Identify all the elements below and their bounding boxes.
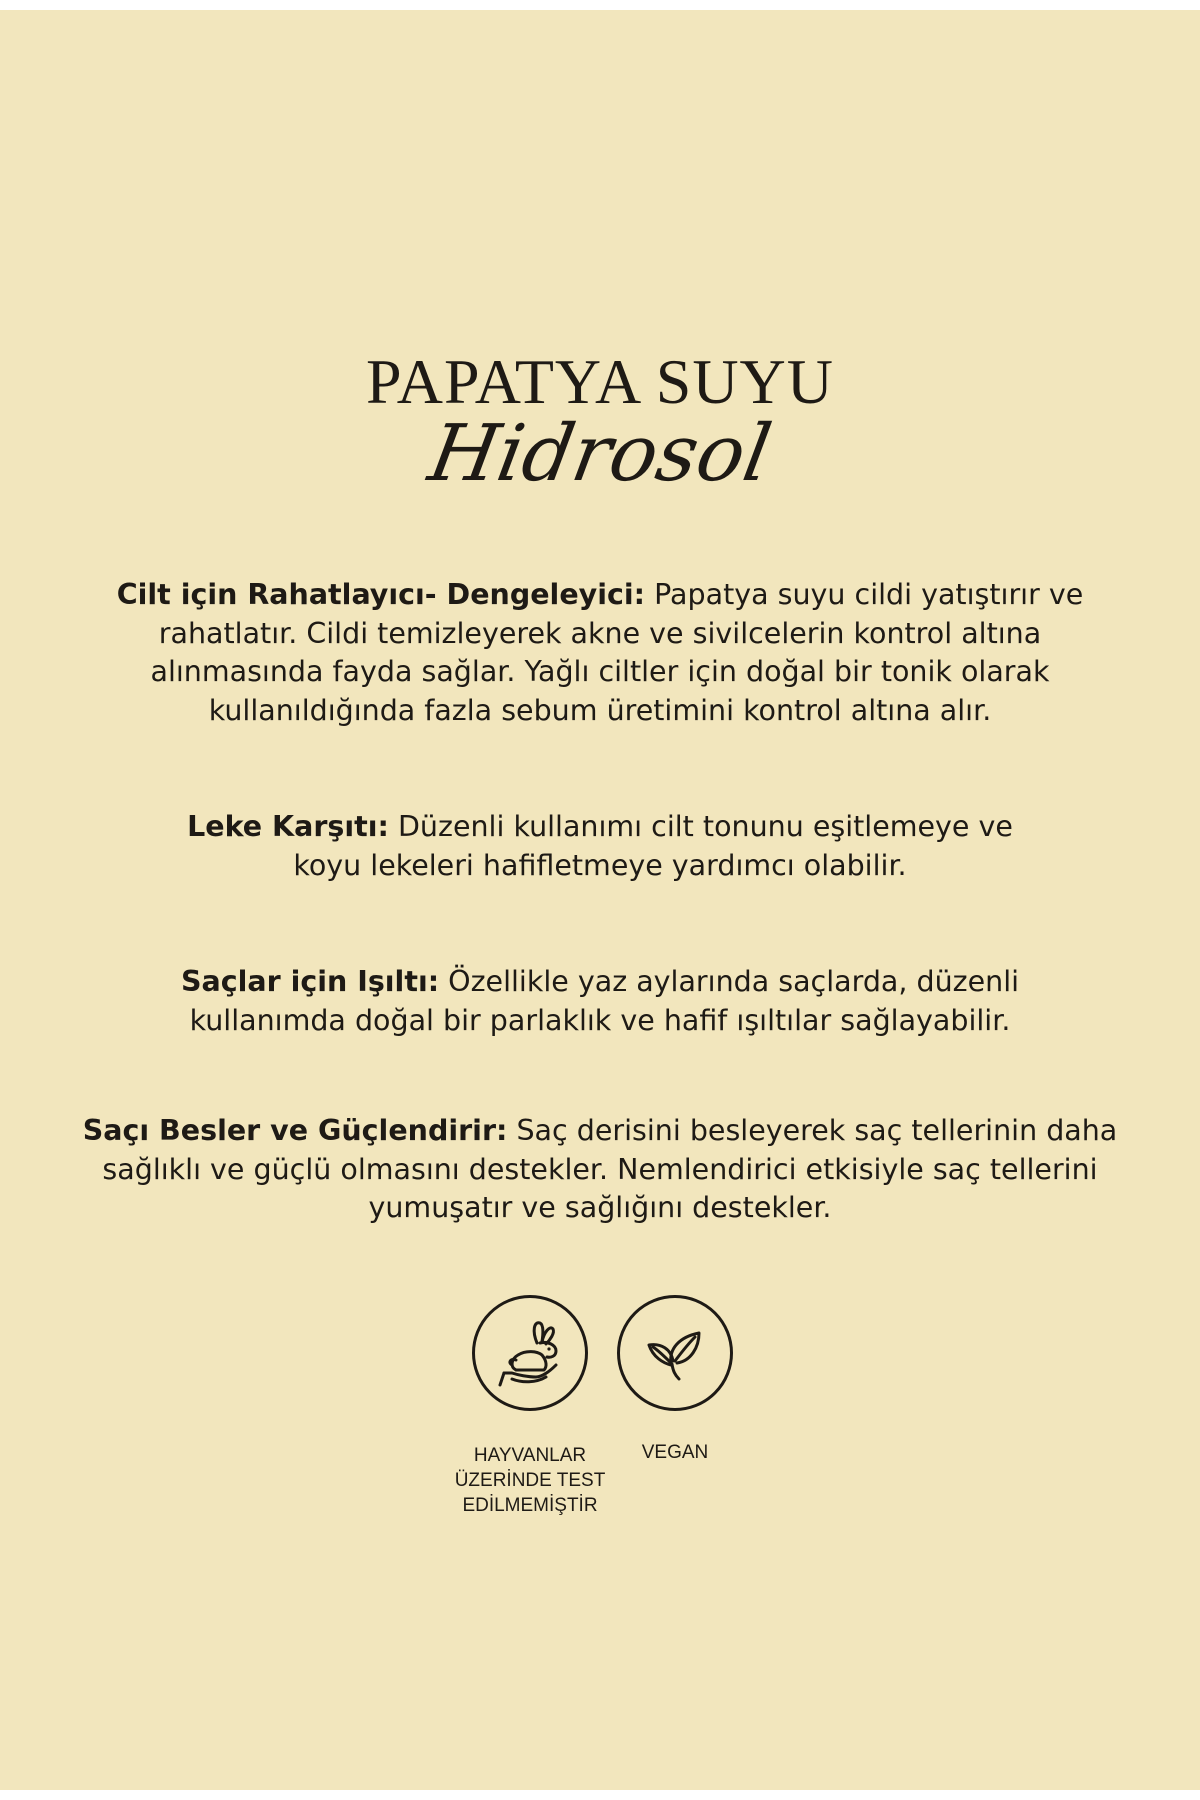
product-info-card (0, 10, 1200, 1790)
badge-caption: VEGAN (641, 1442, 709, 1463)
product-title: PAPATYA SUYU (366, 346, 834, 417)
badge-caption: HAYVANLAR ÜZERİNDE TEST EDİLMEMİŞTİR (454, 1445, 606, 1516)
product-subtitle: Hidrosol (422, 409, 778, 499)
rabbit-hand-icon (490, 1313, 570, 1393)
cruelty-free-badge (450, 1295, 610, 1518)
vegan-badge (595, 1295, 755, 1465)
certification-badges (0, 1295, 1200, 1515)
benefit-text: Papatya suyu cildi yatıştırır ve rahatlatır. Cildi temizleyerek akne ve sivilcelerin kontrol altına alınmasında fayda sağlar. Yağlı ciltler için doğal bir tonik olarak kullanıldığında fazla sebum üretimini kontrol altına alır. (150, 578, 1084, 727)
benefit-label: Leke Karşıtı: (187, 810, 389, 843)
leaf-icon (637, 1315, 713, 1391)
benefit-text: Düzenli kullanımı cilt tonunu eşitlemeye ve koyu lekeleri hafifletmeye yardımcı olabilir. (293, 810, 1013, 882)
badge-circle (472, 1295, 588, 1411)
benefit-label: Saçı Besler ve Güçlendirir: (82, 1114, 508, 1147)
benefits-list (70, 576, 1130, 1228)
benefit-hair-strengthen (70, 1112, 1130, 1228)
benefit-label: Saçlar için Işıltı: (180, 965, 440, 998)
benefit-text: Saç derisini besleyerek saç tellerinin daha sağlıklı ve güçlü olmasını destekler. Nemlendirici etkisiyle saç tellerini yumuşatır ve sağlığını destekler. (102, 1114, 1118, 1224)
benefit-anti-spot (70, 808, 1130, 885)
benefit-label: Cilt için Rahatlayıcı- Dengeleyici: (116, 578, 646, 611)
benefit-text: Özellikle yaz aylarında saçlarda, düzenli kullanımda doğal bir parlaklık ve hafif ışıltılar sağlayabilir. (189, 965, 1020, 1037)
benefit-skin-soothing (70, 576, 1130, 730)
badge-circle (617, 1295, 733, 1411)
benefit-hair-shine (70, 963, 1130, 1040)
